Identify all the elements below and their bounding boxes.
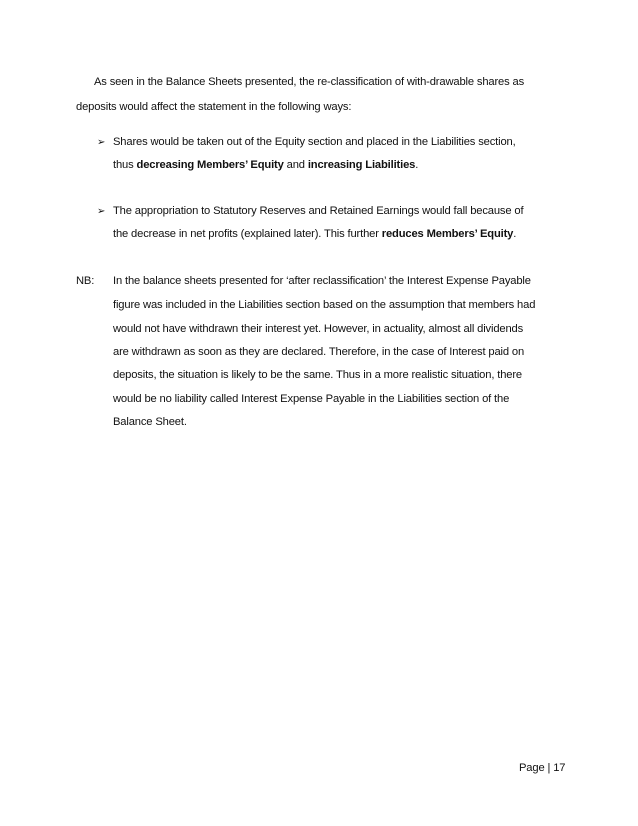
bullet-1-emphasis-1: decreasing Members’ Equity [136,159,284,171]
bullet-2-text: the decrease in net profits (explained later). This further [113,228,382,240]
bullet-1-line-1: Shares would be taken out of the Equity section and placed in the Liabilities section, [113,136,516,148]
note-line: deposits, the situation is likely to be the same. Thus in a more realistic situation, there [113,369,522,381]
page-number: Page | 17 [519,762,566,774]
bullet-1-text: thus [113,159,137,171]
bullet-1-text-end: . [415,159,419,171]
note-line: would be no liability called Interest Expense Payable in the Liabilities section of the [113,393,510,405]
intro-line-2: deposits would affect the statement in the following ways: [76,101,352,113]
bullet-arrow-icon: ➢ [97,137,106,148]
bullet-1-line-2 [113,159,418,172]
bullet-1-text-mid: and [283,159,308,171]
note-line: figure was included in the Liabilities section based on the assumption that members had [113,299,536,311]
bullet-2-emphasis: reduces Members’ Equity [381,228,514,240]
bullet-2-line-2 [113,228,516,241]
intro-line-1: As seen in the Balance Sheets presented, the re-classification of with-drawable shares as [94,76,525,88]
note-line: would not have withdrawn their interest yet. However, in actuality, almost all dividends [113,323,524,335]
note-label: NB: [76,275,95,287]
note-line: Balance Sheet. [113,416,187,428]
note-line: are withdrawn as soon as they are declared. Therefore, in the case of Interest paid on [113,346,525,358]
bullet-2-line-1: The appropriation to Statutory Reserves and Retained Earnings would fall because of [113,205,524,217]
bullet-2-text-end: . [513,228,517,240]
bullet-1-emphasis-2: increasing Liabilities [307,159,416,171]
bullet-arrow-icon: ➢ [97,206,106,217]
note-line: In the balance sheets presented for ‘after reclassification’ the Interest Expense Payable [113,275,531,287]
